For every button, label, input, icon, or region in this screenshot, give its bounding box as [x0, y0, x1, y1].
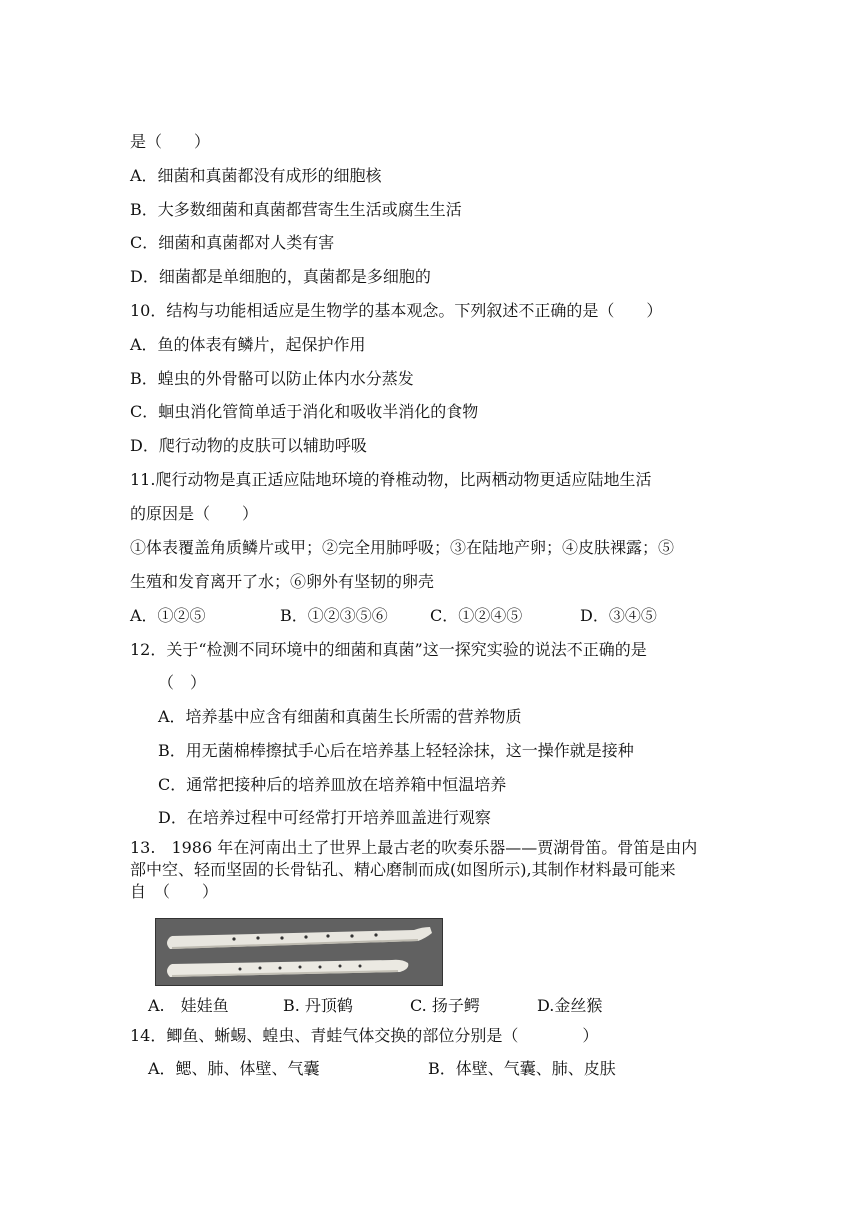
- q13-stem-line3: 自 （ ）: [130, 882, 219, 901]
- q11-option-b: B．①②③⑤⑥: [280, 606, 388, 625]
- q11-option-c: C．①②④⑤: [430, 606, 523, 625]
- q13-stem-line2: 部中空、轻而坚固的长骨钻孔、精心磨制而成(如图所示),其制作材料最可能来: [130, 860, 676, 879]
- q11-stem-line2: 的原因是（ ）: [130, 504, 259, 523]
- q12-option-a: A．培养基中应含有细菌和真菌生长所需的营养物质: [158, 707, 522, 726]
- q10-option-d: D．爬行动物的皮肤可以辅助呼吸: [130, 436, 367, 455]
- q13-options-row: [0, 995, 860, 1017]
- q10-stem: 10．结构与功能相适应是生物学的基本观念。下列叙述不正确的是（ ）: [130, 301, 663, 320]
- q10-option-c: C．蛔虫消化管简单适于消化和吸收半消化的食物: [130, 402, 479, 421]
- q9-option-a: A．细菌和真菌都没有成形的细胞核: [130, 166, 382, 185]
- q14-stem: 14．鲫鱼、蜥蜴、蝗虫、青蛙气体交换的部位分别是（ ）: [130, 1026, 599, 1045]
- q12-option-d: D．在培养过程中可经常打开培养皿盖进行观察: [158, 808, 491, 827]
- q14-options-row: [0, 1058, 860, 1080]
- q13-option-a: A. 娃娃鱼: [148, 996, 229, 1015]
- q12-option-b: B．用无菌棉棒擦拭手心后在培养基上轻轻涂抹，这一操作就是接种: [158, 741, 634, 760]
- q14-option-b: B．体壁、气囊、肺、皮肤: [428, 1059, 616, 1078]
- q11-items-line2: 生殖和发育离开了水；⑥卵外有坚韧的卵壳: [130, 572, 435, 591]
- q13-option-d: D.金丝猴: [537, 996, 603, 1015]
- q11-options-row: [0, 605, 860, 627]
- q9-stem-tail: 是（ ）: [130, 132, 211, 151]
- q13-option-c: C. 扬子鳄: [410, 996, 480, 1015]
- q14-option-a: A．鳃、肺、体壁、气囊: [148, 1059, 320, 1078]
- q12-paren: （ ）: [158, 673, 207, 692]
- bone-flute-illustration: [156, 919, 442, 985]
- q10-option-b: B．蝗虫的外骨骼可以防止体内水分蒸发: [130, 369, 414, 388]
- q9-option-b: B．大多数细菌和真菌都营寄生生活或腐生生活: [130, 200, 462, 219]
- q12-stem: 12．关于“检测不同环境中的细菌和真菌”这一探究实验的说法不正确的是: [130, 640, 647, 659]
- q9-option-d: D．细菌都是单细胞的，真菌都是多细胞的: [130, 267, 431, 286]
- q10-option-a: A．鱼的体表有鳞片，起保护作用: [130, 335, 366, 354]
- q12-option-c: C．通常把接种后的培养皿放在培养箱中恒温培养: [158, 775, 507, 794]
- q13-stem-line1: 13. 1986 年在河南出土了世界上最古老的吹奏乐器——贾湖骨笛。骨笛是由内: [130, 838, 698, 857]
- q9-option-c: C．细菌和真菌都对人类有害: [130, 233, 335, 252]
- bone-flute-image: [155, 918, 443, 986]
- q11-stem-line1: 11.爬行动物是真正适应陆地环境的脊椎动物，比两栖动物更适应陆地生活: [130, 470, 652, 489]
- q11-items-line1: ①体表覆盖角质鳞片或甲；②完全用肺呼吸；③在陆地产卵；④皮肤裸露；⑤: [130, 538, 675, 557]
- q11-option-a: A．①②⑤: [130, 606, 206, 625]
- q13-option-b: B. 丹顶鹤: [283, 996, 353, 1015]
- q11-option-d: D．③④⑤: [580, 606, 657, 625]
